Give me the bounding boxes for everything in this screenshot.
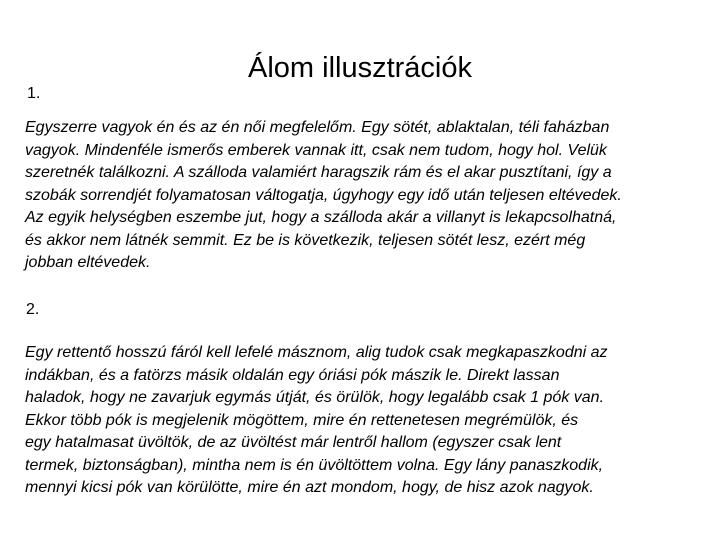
text-line: vagyok. Mindenféle ismerős emberek vannak itt, csak nem tudom, hogy hol. Velük — [25, 141, 607, 159]
text-line: szeretnék találkozni. A szálloda valamiért haragszik rám és el akar pusztítani, így a — [25, 164, 612, 181]
text-line: mennyi kicsi pók van körülötte, mire én azt mondom, hogy, de hisz azok nagyok. — [25, 479, 594, 496]
dream-2-number: 2. — [26, 301, 40, 318]
text-line: és akkor nem látnék semmit. Ez be is következik, teljesen sötét lesz, ezért még — [25, 231, 586, 249]
text-line: indákban, és a fatörzs másik oldalán egy óriási pók mászik le. Direkt lassan — [25, 366, 560, 384]
dream-1-paragraph — [25, 117, 622, 275]
text-line: termek, biztonságban), mintha nem is én üvöltöttem volna. Egy lány panaszkodik, — [25, 456, 604, 474]
text-line: szobák sorrendjét folyamatosan váltogatja, úgyhogy egy idő után teljesen eltévedek. — [25, 186, 622, 204]
text-line: Ekkor több pók is megjelenik mögöttem, mire én rettenetesen megrémülök, és — [25, 411, 579, 429]
slide-title: Álom illusztrációk — [248, 52, 472, 84]
text-line: Egy rettentő hosszú fáról kell lefelé másznom, alig tudok csak megkapaszkodni az — [25, 344, 608, 361]
text-line: haladok, hogy ne zavarjuk egymás útját, és örülök, hogy legalább csak 1 pók van. — [25, 389, 605, 406]
text-line: jobban eltévedek. — [25, 254, 151, 271]
text-line: Egyszerre vagyok én és az én női megfelelőm. Egy sötét, ablaktalan, téli faházban — [25, 119, 610, 136]
dream-2-paragraph — [25, 342, 608, 500]
dream-1-number: 1. — [27, 85, 41, 102]
text-line: egy hatalmasat üvöltök, de az üvöltést már lentről hallom (egyszer csak lent — [25, 434, 562, 451]
text-line: Az egyik helységben eszembe jut, hogy a szálloda akár a villanyt is lekapcsolhatná, — [25, 209, 617, 226]
